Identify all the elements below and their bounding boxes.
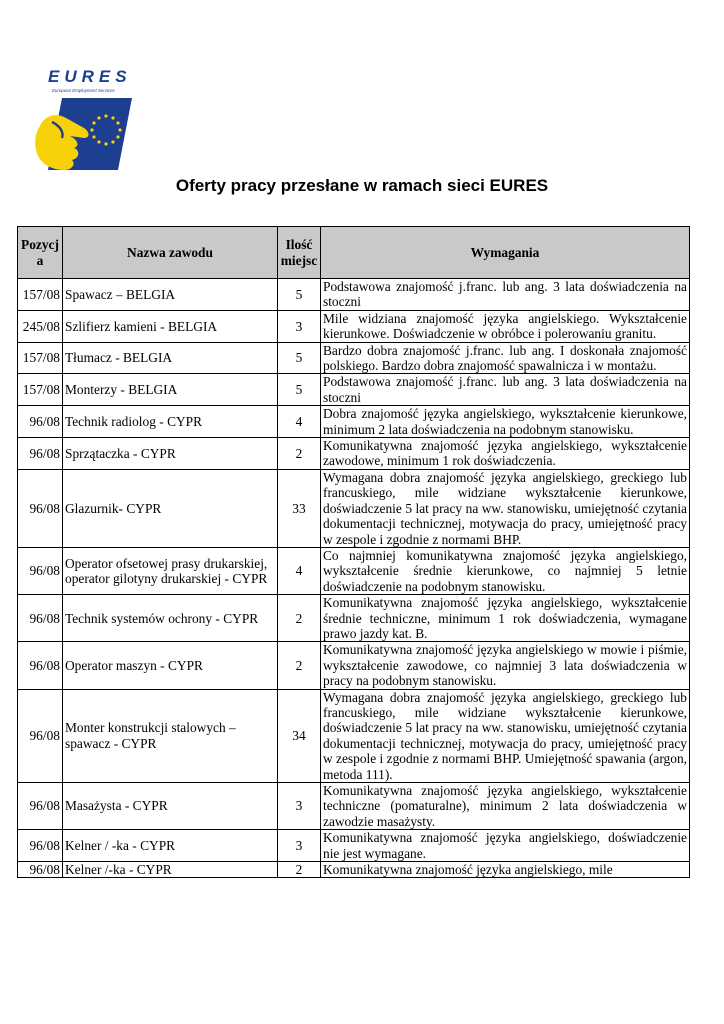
row-job-name: Monterzy - BELGIA [63, 374, 278, 406]
table-row [18, 310, 690, 342]
row-quantity: 5 [278, 342, 321, 374]
row-position: 96/08 [18, 862, 63, 878]
row-quantity: 5 [278, 374, 321, 406]
row-job-name: Spawacz – BELGIA [63, 279, 278, 311]
row-job-name: Technik systemów ochrony - CYPR [63, 595, 278, 642]
table-row [18, 406, 690, 438]
row-quantity: 3 [278, 830, 321, 862]
row-position: 96/08 [18, 642, 63, 689]
row-position: 96/08 [18, 547, 63, 594]
page-title: Oferty pracy przesłane w ramach sieci EURES [175, 176, 549, 195]
row-requirements: Mile widziana znajomość języka angielskiego. Wykształcenie kierunkowe. Doświadczenie w obróbce i polerowaniu granitu. [321, 310, 690, 342]
logo-tagline: European Employment Services [52, 88, 115, 93]
row-position: 96/08 [18, 469, 63, 547]
job-offers-table [17, 226, 690, 878]
table-row [18, 862, 690, 878]
row-quantity: 2 [278, 862, 321, 878]
row-requirements: Wymagana dobra znajomość języka angielskiego, greckiego lub francuskiego, mile widziane wykształcenie kierunkowe, doświadczenie 5 lat pracy na ww. stanowisku, umiejętność czytania dokumentacji technicznej, motywacja do pracy, umiejętność pracy w zespole i zgodnie z normami BHP. [321, 469, 690, 547]
table-row [18, 783, 690, 830]
header-quantity: Ilość miejsc [278, 227, 321, 279]
header-position: Pozycja [18, 227, 63, 279]
eures-logo-graphic [34, 66, 134, 178]
row-job-name: Masażysta - CYPR [63, 783, 278, 830]
row-requirements: Komunikatywna znajomość języka angielskiego, wykształcenie zawodowe, minimum 1 rok doświadczenia. [321, 438, 690, 470]
row-quantity: 3 [278, 783, 321, 830]
table-row [18, 469, 690, 547]
table-row [18, 689, 690, 782]
row-requirements: Komunikatywna znajomość języka angielskiego, mile [321, 862, 690, 878]
row-job-name: Tłumacz - BELGIA [63, 342, 278, 374]
row-requirements: Bardzo dobra znajomość j.franc. lub ang. I doskonała znajomość polskiego. Bardzo dobra znajomość spawalnicza i w montażu. [321, 342, 690, 374]
table-row [18, 342, 690, 374]
row-job-name: Glazurnik- CYPR [63, 469, 278, 547]
row-quantity: 4 [278, 547, 321, 594]
row-position: 96/08 [18, 438, 63, 470]
row-quantity: 2 [278, 595, 321, 642]
row-job-name: Operator maszyn - CYPR [63, 642, 278, 689]
table-row [18, 279, 690, 311]
row-position: 96/08 [18, 830, 63, 862]
row-requirements: Co najmniej komunikatywna znajomość języka angielskiego, wykształcenie średnie kierunkowe, co najmniej 5 letnie doświadczenie na podobnym stanowisku. [321, 547, 690, 594]
row-position: 96/08 [18, 406, 63, 438]
logo-wordmark: EURES [48, 67, 132, 86]
table-row [18, 374, 690, 406]
row-quantity: 33 [278, 469, 321, 547]
row-requirements: Podstawowa znajomość j.franc. lub ang. 3 lata doświadczenia na stoczni [321, 374, 690, 406]
row-requirements: Podstawowa znajomość j.franc. lub ang. 3 lata doświadczenia na stoczni [321, 279, 690, 311]
row-requirements: Wymagana dobra znajomość języka angielskiego, greckiego lub francuskiego, mile widziane wykształcenie kierunkowe, doświadczenie 5 lat pracy na ww. stanowisku, umiejętność czytania dokumentacji technicznej, motywacja do pracy, umiejętność pracy w zespole i zgodnie z normami BHP. Umiejętność spawania (argon, metoda 111). [321, 689, 690, 782]
row-position: 157/08 [18, 279, 63, 311]
row-position: 157/08 [18, 342, 63, 374]
row-requirements: Komunikatywna znajomość języka angielskiego, doświadczenie nie jest wymagane. [321, 830, 690, 862]
row-quantity: 3 [278, 310, 321, 342]
table-row [18, 595, 690, 642]
row-requirements: Komunikatywna znajomość języka angielskiego, wykształcenie techniczne (pomaturalne), minimum 2 lata doświadczenia w zawodzie masażysty. [321, 783, 690, 830]
row-job-name: Szlifierz kamieni - BELGIA [63, 310, 278, 342]
header-name: Nazwa zawodu [63, 227, 278, 279]
row-requirements: Komunikatywna znajomość języka angielskiego w mowie i piśmie, wykształcenie zawodowe, co najmniej 3 lata doświadczenia w pracy na podobnym stanowisku. [321, 642, 690, 689]
row-quantity: 4 [278, 406, 321, 438]
row-requirements: Komunikatywna znajomość języka angielskiego, wykształcenie średnie techniczne, minimum 1 rok doświadczenia, wymagane prawo jazdy kat. B. [321, 595, 690, 642]
row-position: 245/08 [18, 310, 63, 342]
row-quantity: 2 [278, 438, 321, 470]
row-job-name: Technik radiolog - CYPR [63, 406, 278, 438]
table-row [18, 547, 690, 594]
header-requirements: Wymagania [321, 227, 690, 279]
table-row [18, 642, 690, 689]
row-quantity: 2 [278, 642, 321, 689]
table-header-row [18, 227, 690, 279]
row-job-name: Operator ofsetowej prasy drukarskiej, operator gilotyny drukarskiej - CYPR [63, 547, 278, 594]
row-job-name: Kelner / -ka - CYPR [63, 830, 278, 862]
row-job-name: Monter konstrukcji stalowych – spawacz - CYPR [63, 689, 278, 782]
row-position: 96/08 [18, 783, 63, 830]
row-position: 157/08 [18, 374, 63, 406]
eures-logo [34, 66, 134, 178]
row-job-name: Kelner /-ka - CYPR [63, 862, 278, 878]
row-requirements: Dobra znajomość języka angielskiego, wykształcenie kierunkowe, minimum 2 lata doświadczenia na podobnym stanowisku. [321, 406, 690, 438]
row-quantity: 34 [278, 689, 321, 782]
row-quantity: 5 [278, 279, 321, 311]
table-row [18, 830, 690, 862]
row-job-name: Sprzątaczka - CYPR [63, 438, 278, 470]
row-position: 96/08 [18, 689, 63, 782]
table-row [18, 438, 690, 470]
row-position: 96/08 [18, 595, 63, 642]
